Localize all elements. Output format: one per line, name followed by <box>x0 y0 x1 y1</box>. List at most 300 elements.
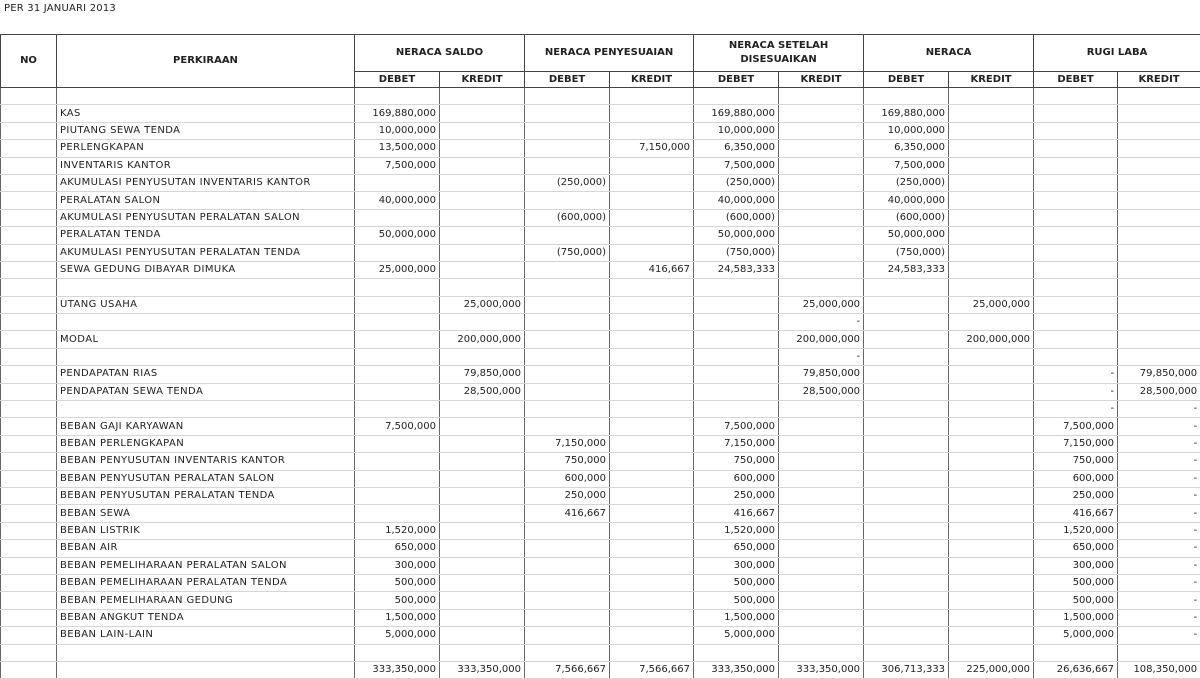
cell-np-d[interactable] <box>525 383 610 400</box>
cell-nsd-k[interactable] <box>779 209 864 226</box>
cell-account[interactable]: PENDAPATAN SEWA TENDA <box>57 383 355 400</box>
cell-np-d[interactable] <box>525 401 610 418</box>
cell-rl-d[interactable] <box>1034 140 1118 157</box>
cell-rl-k[interactable]: - <box>1118 401 1200 418</box>
cell-np-k[interactable] <box>610 592 694 609</box>
cell-rl-d[interactable] <box>1034 314 1118 331</box>
cell-n-d[interactable] <box>864 522 949 539</box>
cell-n-k[interactable] <box>949 487 1034 504</box>
cell-np-k[interactable]: 7,150,000 <box>610 140 694 157</box>
cell-account[interactable] <box>57 661 355 678</box>
cell-n-k[interactable] <box>949 227 1034 244</box>
total-np-d[interactable]: 7,566,667 <box>525 661 610 678</box>
cell-rl-d[interactable]: 1,520,000 <box>1034 522 1118 539</box>
cell-no[interactable] <box>1 487 57 504</box>
cell-n-d[interactable] <box>864 348 949 365</box>
cell-np-k[interactable] <box>610 105 694 122</box>
cell-ns-k[interactable] <box>440 453 525 470</box>
cell-ns-k[interactable] <box>440 401 525 418</box>
cell-rl-k[interactable] <box>1118 122 1200 139</box>
cell-ns-k[interactable] <box>440 157 525 174</box>
cell-no[interactable] <box>1 261 57 278</box>
cell-rl-k[interactable]: - <box>1118 592 1200 609</box>
cell-np-k[interactable] <box>610 314 694 331</box>
cell-np-k[interactable] <box>610 296 694 313</box>
cell-np-k[interactable] <box>610 522 694 539</box>
cell-ns-d[interactable] <box>355 174 440 191</box>
cell-rl-k[interactable] <box>1118 174 1200 191</box>
cell-account[interactable]: INVENTARIS KANTOR <box>57 157 355 174</box>
cell-n-d[interactable] <box>864 505 949 522</box>
cell-nsd-k[interactable] <box>779 592 864 609</box>
cell-n-d[interactable]: 7,500,000 <box>864 157 949 174</box>
cell-account[interactable]: BEBAN PENYUSUTAN PERALATAN TENDA <box>57 487 355 504</box>
cell-nsd-d[interactable]: 7,500,000 <box>694 418 779 435</box>
cell-n-d[interactable] <box>864 592 949 609</box>
cell-rl-d[interactable]: 7,500,000 <box>1034 418 1118 435</box>
cell-ns-k[interactable] <box>440 470 525 487</box>
cell-np-d[interactable] <box>525 644 610 661</box>
cell-ns-k[interactable] <box>440 627 525 644</box>
cell-nsd-d[interactable]: 169,880,000 <box>694 105 779 122</box>
cell-n-k[interactable] <box>949 505 1034 522</box>
cell-ns-k[interactable]: 28,500,000 <box>440 383 525 400</box>
cell-nsd-k[interactable] <box>779 540 864 557</box>
cell-nsd-k[interactable] <box>779 470 864 487</box>
cell-no[interactable] <box>1 105 57 122</box>
cell-n-d[interactable] <box>864 314 949 331</box>
cell-ns-k[interactable] <box>440 592 525 609</box>
cell-rl-d[interactable] <box>1034 227 1118 244</box>
cell-nsd-d[interactable]: 300,000 <box>694 557 779 574</box>
cell-rl-k[interactable]: - <box>1118 453 1200 470</box>
cell-no[interactable] <box>1 557 57 574</box>
cell-ns-k[interactable] <box>440 574 525 591</box>
cell-n-d[interactable] <box>864 88 949 105</box>
cell-n-d[interactable] <box>864 644 949 661</box>
cell-rl-k[interactable] <box>1118 88 1200 105</box>
cell-ns-d[interactable] <box>355 209 440 226</box>
cell-n-d[interactable] <box>864 383 949 400</box>
cell-no[interactable] <box>1 661 57 678</box>
cell-n-k[interactable] <box>949 140 1034 157</box>
cell-n-k[interactable] <box>949 279 1034 296</box>
cell-ns-d[interactable] <box>355 348 440 365</box>
cell-no[interactable] <box>1 157 57 174</box>
cell-account[interactable]: UTANG USAHA <box>57 296 355 313</box>
cell-n-d[interactable]: 6,350,000 <box>864 140 949 157</box>
cell-nsd-k[interactable] <box>779 644 864 661</box>
cell-account[interactable]: BEBAN PEMELIHARAAN PERALATAN SALON <box>57 557 355 574</box>
cell-nsd-d[interactable]: 24,583,333 <box>694 261 779 278</box>
cell-ns-k[interactable] <box>440 88 525 105</box>
cell-ns-d[interactable]: 5,000,000 <box>355 627 440 644</box>
cell-ns-d[interactable] <box>355 366 440 383</box>
cell-ns-k[interactable] <box>440 244 525 261</box>
cell-nsd-d[interactable]: 416,667 <box>694 505 779 522</box>
cell-nsd-k[interactable]: - <box>779 348 864 365</box>
cell-nsd-d[interactable]: 10,000,000 <box>694 122 779 139</box>
cell-nsd-k[interactable] <box>779 557 864 574</box>
cell-account[interactable]: BEBAN SEWA <box>57 505 355 522</box>
cell-ns-d[interactable] <box>355 88 440 105</box>
cell-np-d[interactable] <box>525 557 610 574</box>
cell-np-d[interactable] <box>525 88 610 105</box>
cell-no[interactable] <box>1 366 57 383</box>
cell-nsd-d[interactable]: 40,000,000 <box>694 192 779 209</box>
cell-account[interactable]: BEBAN ANGKUT TENDA <box>57 609 355 626</box>
cell-np-k[interactable] <box>610 209 694 226</box>
cell-rl-k[interactable]: - <box>1118 557 1200 574</box>
cell-ns-k[interactable] <box>440 644 525 661</box>
cell-rl-k[interactable]: - <box>1118 609 1200 626</box>
cell-np-k[interactable] <box>610 609 694 626</box>
total-ns-k[interactable]: 333,350,000 <box>440 661 525 678</box>
cell-nsd-k[interactable] <box>779 261 864 278</box>
cell-rl-d[interactable] <box>1034 348 1118 365</box>
cell-ns-d[interactable] <box>355 314 440 331</box>
cell-n-k[interactable] <box>949 383 1034 400</box>
cell-n-d[interactable] <box>864 401 949 418</box>
cell-rl-k[interactable] <box>1118 157 1200 174</box>
cell-ns-k[interactable] <box>440 209 525 226</box>
cell-ns-d[interactable]: 10,000,000 <box>355 122 440 139</box>
cell-nsd-k[interactable] <box>779 192 864 209</box>
cell-no[interactable] <box>1 88 57 105</box>
cell-np-k[interactable] <box>610 453 694 470</box>
cell-ns-k[interactable] <box>440 192 525 209</box>
cell-n-d[interactable]: 40,000,000 <box>864 192 949 209</box>
cell-n-k[interactable]: 25,000,000 <box>949 296 1034 313</box>
cell-rl-d[interactable]: 250,000 <box>1034 487 1118 504</box>
cell-np-d[interactable] <box>525 609 610 626</box>
total-nsd-k[interactable]: 333,350,000 <box>779 661 864 678</box>
cell-rl-k[interactable]: - <box>1118 522 1200 539</box>
cell-nsd-k[interactable] <box>779 105 864 122</box>
cell-no[interactable] <box>1 296 57 313</box>
cell-np-k[interactable] <box>610 574 694 591</box>
cell-nsd-k[interactable]: - <box>779 314 864 331</box>
cell-n-d[interactable]: (600,000) <box>864 209 949 226</box>
cell-no[interactable] <box>1 435 57 452</box>
cell-ns-d[interactable] <box>355 453 440 470</box>
cell-rl-d[interactable]: - <box>1034 383 1118 400</box>
cell-no[interactable] <box>1 574 57 591</box>
cell-rl-k[interactable] <box>1118 140 1200 157</box>
cell-np-d[interactable] <box>525 157 610 174</box>
cell-rl-d[interactable]: 7,150,000 <box>1034 435 1118 452</box>
cell-nsd-d[interactable]: (750,000) <box>694 244 779 261</box>
cell-np-k[interactable] <box>610 366 694 383</box>
cell-np-d[interactable] <box>525 140 610 157</box>
cell-ns-d[interactable] <box>355 487 440 504</box>
cell-ns-d[interactable]: 300,000 <box>355 557 440 574</box>
cell-nsd-k[interactable]: 200,000,000 <box>779 331 864 348</box>
cell-nsd-k[interactable] <box>779 140 864 157</box>
cell-nsd-k[interactable]: 25,000,000 <box>779 296 864 313</box>
cell-rl-k[interactable] <box>1118 244 1200 261</box>
cell-account[interactable] <box>57 401 355 418</box>
cell-account[interactable]: AKUMULASI PENYUSUTAN PERALATAN TENDA <box>57 244 355 261</box>
cell-account[interactable]: PERALATAN SALON <box>57 192 355 209</box>
cell-account[interactable] <box>57 279 355 296</box>
cell-account[interactable] <box>57 644 355 661</box>
cell-n-k[interactable] <box>949 122 1034 139</box>
cell-no[interactable] <box>1 314 57 331</box>
cell-n-k[interactable] <box>949 244 1034 261</box>
cell-rl-k[interactable] <box>1118 331 1200 348</box>
cell-n-d[interactable] <box>864 331 949 348</box>
cell-rl-d[interactable]: 750,000 <box>1034 453 1118 470</box>
cell-n-k[interactable] <box>949 592 1034 609</box>
cell-ns-d[interactable]: 650,000 <box>355 540 440 557</box>
cell-n-d[interactable]: (750,000) <box>864 244 949 261</box>
cell-np-k[interactable] <box>610 244 694 261</box>
cell-account[interactable]: BEBAN PEMELIHARAAN GEDUNG <box>57 592 355 609</box>
cell-np-k[interactable] <box>610 88 694 105</box>
cell-np-d[interactable] <box>525 192 610 209</box>
cell-n-d[interactable] <box>864 557 949 574</box>
cell-n-k[interactable] <box>949 192 1034 209</box>
cell-ns-d[interactable]: 13,500,000 <box>355 140 440 157</box>
cell-ns-k[interactable] <box>440 314 525 331</box>
cell-np-k[interactable] <box>610 331 694 348</box>
cell-nsd-k[interactable] <box>779 435 864 452</box>
cell-ns-k[interactable] <box>440 505 525 522</box>
cell-np-d[interactable] <box>525 592 610 609</box>
cell-np-k[interactable] <box>610 174 694 191</box>
cell-ns-k[interactable] <box>440 227 525 244</box>
cell-ns-d[interactable]: 7,500,000 <box>355 157 440 174</box>
cell-rl-d[interactable] <box>1034 88 1118 105</box>
cell-n-k[interactable] <box>949 174 1034 191</box>
total-nsd-d[interactable]: 333,350,000 <box>694 661 779 678</box>
cell-rl-k[interactable]: - <box>1118 418 1200 435</box>
cell-rl-k[interactable]: 79,850,000 <box>1118 366 1200 383</box>
cell-no[interactable] <box>1 522 57 539</box>
cell-ns-d[interactable]: 40,000,000 <box>355 192 440 209</box>
cell-np-k[interactable] <box>610 470 694 487</box>
cell-np-d[interactable] <box>525 279 610 296</box>
cell-nsd-k[interactable] <box>779 174 864 191</box>
cell-rl-k[interactable] <box>1118 209 1200 226</box>
cell-nsd-k[interactable] <box>779 244 864 261</box>
cell-nsd-d[interactable]: (600,000) <box>694 209 779 226</box>
cell-rl-d[interactable] <box>1034 296 1118 313</box>
cell-np-d[interactable] <box>525 348 610 365</box>
cell-rl-k[interactable]: - <box>1118 435 1200 452</box>
cell-ns-k[interactable] <box>440 522 525 539</box>
cell-ns-d[interactable] <box>355 505 440 522</box>
cell-rl-d[interactable]: 600,000 <box>1034 470 1118 487</box>
cell-n-d[interactable] <box>864 296 949 313</box>
cell-account[interactable]: PERALATAN TENDA <box>57 227 355 244</box>
cell-n-k[interactable] <box>949 401 1034 418</box>
cell-nsd-k[interactable] <box>779 279 864 296</box>
cell-rl-k[interactable] <box>1118 192 1200 209</box>
cell-n-k[interactable] <box>949 557 1034 574</box>
cell-rl-d[interactable] <box>1034 644 1118 661</box>
cell-n-k[interactable] <box>949 435 1034 452</box>
cell-account[interactable]: MODAL <box>57 331 355 348</box>
cell-no[interactable] <box>1 331 57 348</box>
cell-ns-d[interactable] <box>355 644 440 661</box>
cell-np-k[interactable] <box>610 192 694 209</box>
cell-np-k[interactable] <box>610 279 694 296</box>
cell-n-d[interactable] <box>864 627 949 644</box>
cell-np-d[interactable] <box>525 314 610 331</box>
cell-ns-d[interactable]: 169,880,000 <box>355 105 440 122</box>
cell-n-k[interactable] <box>949 627 1034 644</box>
cell-rl-d[interactable] <box>1034 122 1118 139</box>
cell-n-k[interactable] <box>949 453 1034 470</box>
cell-ns-k[interactable] <box>440 540 525 557</box>
cell-rl-k[interactable]: - <box>1118 487 1200 504</box>
cell-rl-d[interactable] <box>1034 105 1118 122</box>
cell-ns-k[interactable] <box>440 140 525 157</box>
cell-rl-d[interactable] <box>1034 174 1118 191</box>
cell-ns-d[interactable] <box>355 383 440 400</box>
cell-nsd-k[interactable] <box>779 418 864 435</box>
cell-no[interactable] <box>1 279 57 296</box>
cell-nsd-k[interactable] <box>779 609 864 626</box>
cell-account[interactable]: BEBAN LAIN-LAIN <box>57 627 355 644</box>
cell-nsd-d[interactable] <box>694 348 779 365</box>
cell-n-k[interactable] <box>949 261 1034 278</box>
cell-n-d[interactable] <box>864 453 949 470</box>
cell-no[interactable] <box>1 453 57 470</box>
cell-np-k[interactable] <box>610 157 694 174</box>
cell-no[interactable] <box>1 627 57 644</box>
cell-n-k[interactable] <box>949 470 1034 487</box>
cell-ns-d[interactable]: 1,520,000 <box>355 522 440 539</box>
cell-ns-d[interactable]: 500,000 <box>355 592 440 609</box>
cell-nsd-d[interactable]: 500,000 <box>694 592 779 609</box>
cell-nsd-k[interactable] <box>779 487 864 504</box>
cell-rl-k[interactable] <box>1118 279 1200 296</box>
cell-no[interactable] <box>1 609 57 626</box>
cell-np-d[interactable] <box>525 366 610 383</box>
total-np-k[interactable]: 7,566,667 <box>610 661 694 678</box>
cell-nsd-k[interactable] <box>779 574 864 591</box>
cell-rl-k[interactable]: - <box>1118 627 1200 644</box>
cell-account[interactable]: BEBAN LISTRIK <box>57 522 355 539</box>
cell-rl-d[interactable]: 1,500,000 <box>1034 609 1118 626</box>
cell-rl-d[interactable]: 300,000 <box>1034 557 1118 574</box>
cell-ns-k[interactable] <box>440 435 525 452</box>
cell-rl-k[interactable] <box>1118 348 1200 365</box>
cell-ns-k[interactable]: 25,000,000 <box>440 296 525 313</box>
cell-np-k[interactable] <box>610 435 694 452</box>
cell-account[interactable]: AKUMULASI PENYUSUTAN INVENTARIS KANTOR <box>57 174 355 191</box>
cell-account[interactable]: SEWA GEDUNG DIBAYAR DIMUKA <box>57 261 355 278</box>
cell-rl-k[interactable] <box>1118 105 1200 122</box>
cell-nsd-d[interactable] <box>694 644 779 661</box>
cell-nsd-d[interactable] <box>694 88 779 105</box>
cell-np-k[interactable] <box>610 644 694 661</box>
cell-n-k[interactable] <box>949 314 1034 331</box>
cell-np-d[interactable]: 416,667 <box>525 505 610 522</box>
cell-account[interactable]: PENDAPATAN RIAS <box>57 366 355 383</box>
cell-np-d[interactable] <box>525 574 610 591</box>
cell-n-d[interactable] <box>864 609 949 626</box>
cell-n-k[interactable] <box>949 644 1034 661</box>
cell-n-k[interactable] <box>949 418 1034 435</box>
cell-nsd-d[interactable]: 7,150,000 <box>694 435 779 452</box>
cell-nsd-k[interactable] <box>779 627 864 644</box>
cell-np-k[interactable] <box>610 505 694 522</box>
cell-ns-d[interactable] <box>355 331 440 348</box>
cell-rl-d[interactable]: 500,000 <box>1034 574 1118 591</box>
cell-nsd-k[interactable]: 79,850,000 <box>779 366 864 383</box>
cell-rl-d[interactable]: 500,000 <box>1034 592 1118 609</box>
cell-np-d[interactable]: 250,000 <box>525 487 610 504</box>
cell-rl-d[interactable] <box>1034 331 1118 348</box>
total-n-k[interactable]: 225,000,000 <box>949 661 1034 678</box>
cell-nsd-k[interactable] <box>779 227 864 244</box>
cell-account[interactable]: BEBAN PENYUSUTAN PERALATAN SALON <box>57 470 355 487</box>
cell-ns-k[interactable] <box>440 122 525 139</box>
cell-nsd-d[interactable]: 250,000 <box>694 487 779 504</box>
cell-np-d[interactable] <box>525 522 610 539</box>
cell-no[interactable] <box>1 540 57 557</box>
cell-rl-d[interactable]: 5,000,000 <box>1034 627 1118 644</box>
cell-nsd-d[interactable] <box>694 314 779 331</box>
cell-nsd-d[interactable]: 1,520,000 <box>694 522 779 539</box>
cell-no[interactable] <box>1 592 57 609</box>
cell-account[interactable]: AKUMULASI PENYUSUTAN PERALATAN SALON <box>57 209 355 226</box>
cell-no[interactable] <box>1 209 57 226</box>
cell-no[interactable] <box>1 401 57 418</box>
cell-n-d[interactable] <box>864 470 949 487</box>
cell-np-d[interactable]: (250,000) <box>525 174 610 191</box>
cell-ns-d[interactable] <box>355 401 440 418</box>
cell-nsd-k[interactable] <box>779 522 864 539</box>
cell-rl-d[interactable] <box>1034 157 1118 174</box>
cell-ns-d[interactable]: 7,500,000 <box>355 418 440 435</box>
cell-rl-k[interactable]: - <box>1118 574 1200 591</box>
cell-rl-k[interactable]: - <box>1118 505 1200 522</box>
cell-ns-k[interactable] <box>440 174 525 191</box>
cell-np-k[interactable] <box>610 487 694 504</box>
cell-no[interactable] <box>1 122 57 139</box>
cell-rl-d[interactable] <box>1034 261 1118 278</box>
cell-n-d[interactable] <box>864 366 949 383</box>
cell-n-k[interactable] <box>949 157 1034 174</box>
cell-n-d[interactable] <box>864 435 949 452</box>
cell-ns-k[interactable] <box>440 557 525 574</box>
cell-rl-k[interactable] <box>1118 261 1200 278</box>
cell-nsd-d[interactable]: 6,350,000 <box>694 140 779 157</box>
cell-nsd-k[interactable] <box>779 401 864 418</box>
cell-rl-d[interactable] <box>1034 209 1118 226</box>
cell-np-k[interactable] <box>610 557 694 574</box>
cell-ns-d[interactable]: 500,000 <box>355 574 440 591</box>
cell-rl-d[interactable]: 416,667 <box>1034 505 1118 522</box>
cell-np-k[interactable]: 416,667 <box>610 261 694 278</box>
cell-nsd-d[interactable]: 50,000,000 <box>694 227 779 244</box>
cell-np-d[interactable]: 7,150,000 <box>525 435 610 452</box>
cell-n-k[interactable] <box>949 522 1034 539</box>
cell-nsd-k[interactable] <box>779 157 864 174</box>
cell-n-d[interactable] <box>864 540 949 557</box>
cell-account[interactable] <box>57 314 355 331</box>
cell-n-k[interactable] <box>949 366 1034 383</box>
cell-nsd-d[interactable]: 5,000,000 <box>694 627 779 644</box>
cell-ns-k[interactable] <box>440 418 525 435</box>
cell-n-k[interactable] <box>949 574 1034 591</box>
cell-no[interactable] <box>1 227 57 244</box>
